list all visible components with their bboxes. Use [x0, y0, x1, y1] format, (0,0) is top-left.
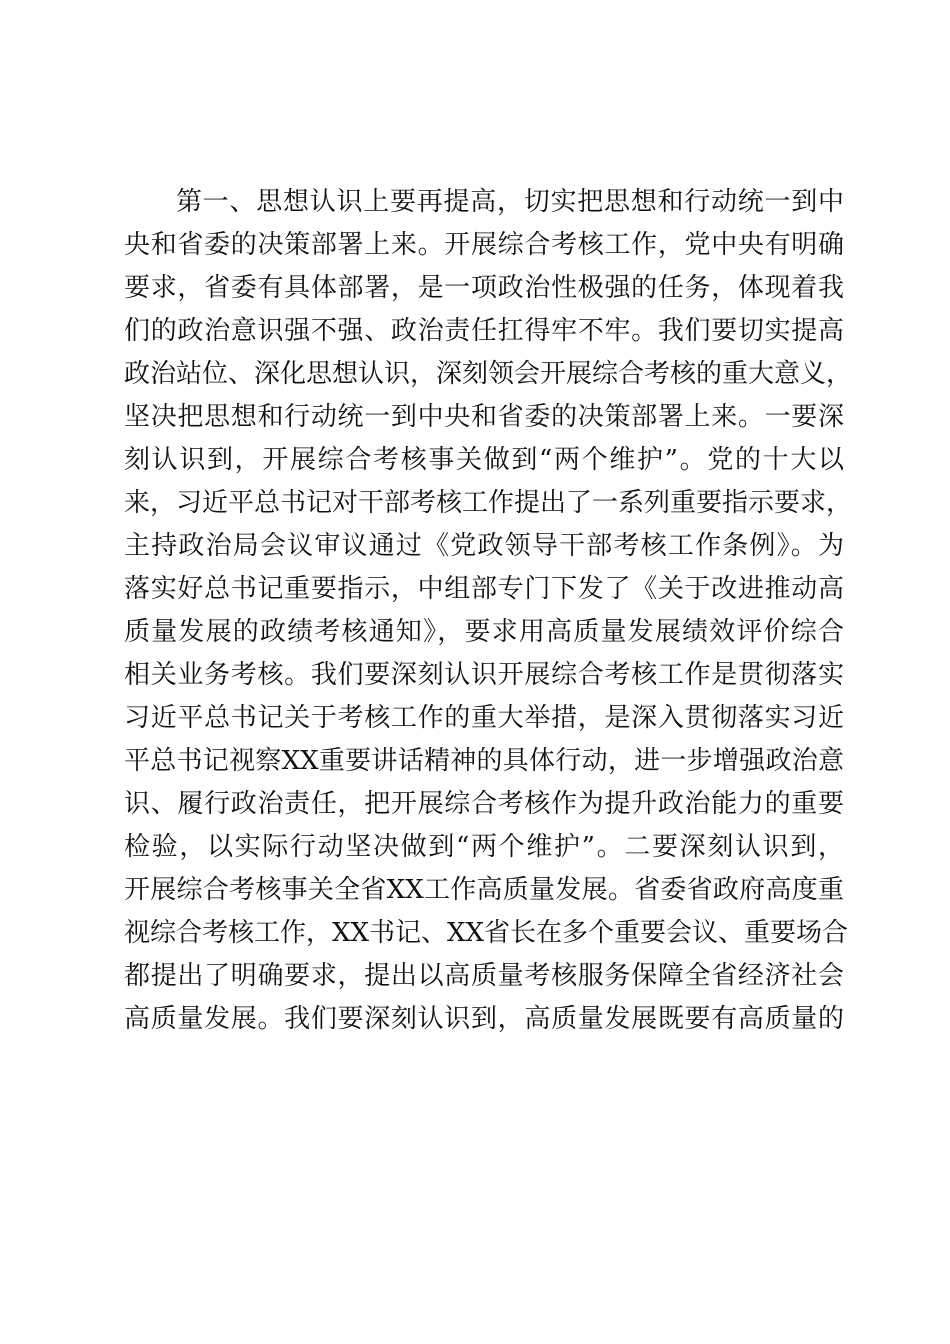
text-line: 们的政治意识强不强、政治责任扛得牢不牢。我们要切实提高: [124, 316, 844, 346]
text-line: 检验，以实际行动坚决做到“两个维护”。二要深刻认识到，: [124, 832, 844, 862]
text-line: 来，习近平总书记对干部考核工作提出了一系列重要指示要求，: [124, 488, 853, 518]
text-line: 落实好总书记重要指示，中组部专门下发了《关于改进推动高: [124, 574, 844, 604]
text-line: 央和省委的决策部署上来。开展综合考核工作，党中央有明确: [124, 230, 844, 260]
text-line: 要求，省委有具体部署，是一项政治性极强的任务，体现着我: [124, 273, 844, 303]
text-line: 识、履行政治责任，把开展综合考核作为提升政治能力的重要: [124, 789, 844, 819]
text-line: 高质量发展。我们要深刻认识到，高质量发展既要有高质量的: [124, 1004, 844, 1034]
text-line: 第一、思想认识上要再提高，切实把思想和行动统一到中: [176, 187, 844, 217]
text-line: 视综合考核工作，XX书记、XX省长在多个重要会议、重要场合: [124, 918, 849, 948]
text-line: 政治站位、深化思想认识，深刻领会开展综合考核的重大意义，: [124, 359, 853, 389]
text-line: 质量发展的政绩考核通知》，要求用高质量发展绩效评价综合: [124, 617, 844, 647]
text-line: 主持政治局会议审议通过《党政领导干部考核工作条例》。为: [124, 531, 844, 561]
text-line: 平总书记视察XX重要讲话精神的具体行动，进一步增强政治意: [124, 746, 844, 776]
text-line: 坚决把思想和行动统一到中央和省委的决策部署上来。一要深: [124, 402, 844, 432]
text-line: 习近平总书记关于考核工作的重大举措，是深入贯彻落实习近: [124, 703, 844, 733]
text-line: 相关业务考核。我们要深刻认识开展综合考核工作是贯彻落实: [124, 660, 844, 690]
text-line: 都提出了明确要求，提出以高质量考核服务保障全省经济社会: [124, 961, 844, 991]
text-line: 开展综合考核事关全省XX工作高质量发展。省委省政府高度重: [124, 875, 844, 905]
text-line: 刻认识到，开展综合考核事关做到“两个维护”。党的十大以: [124, 445, 844, 475]
body-paragraph: [124, 181, 853, 1041]
